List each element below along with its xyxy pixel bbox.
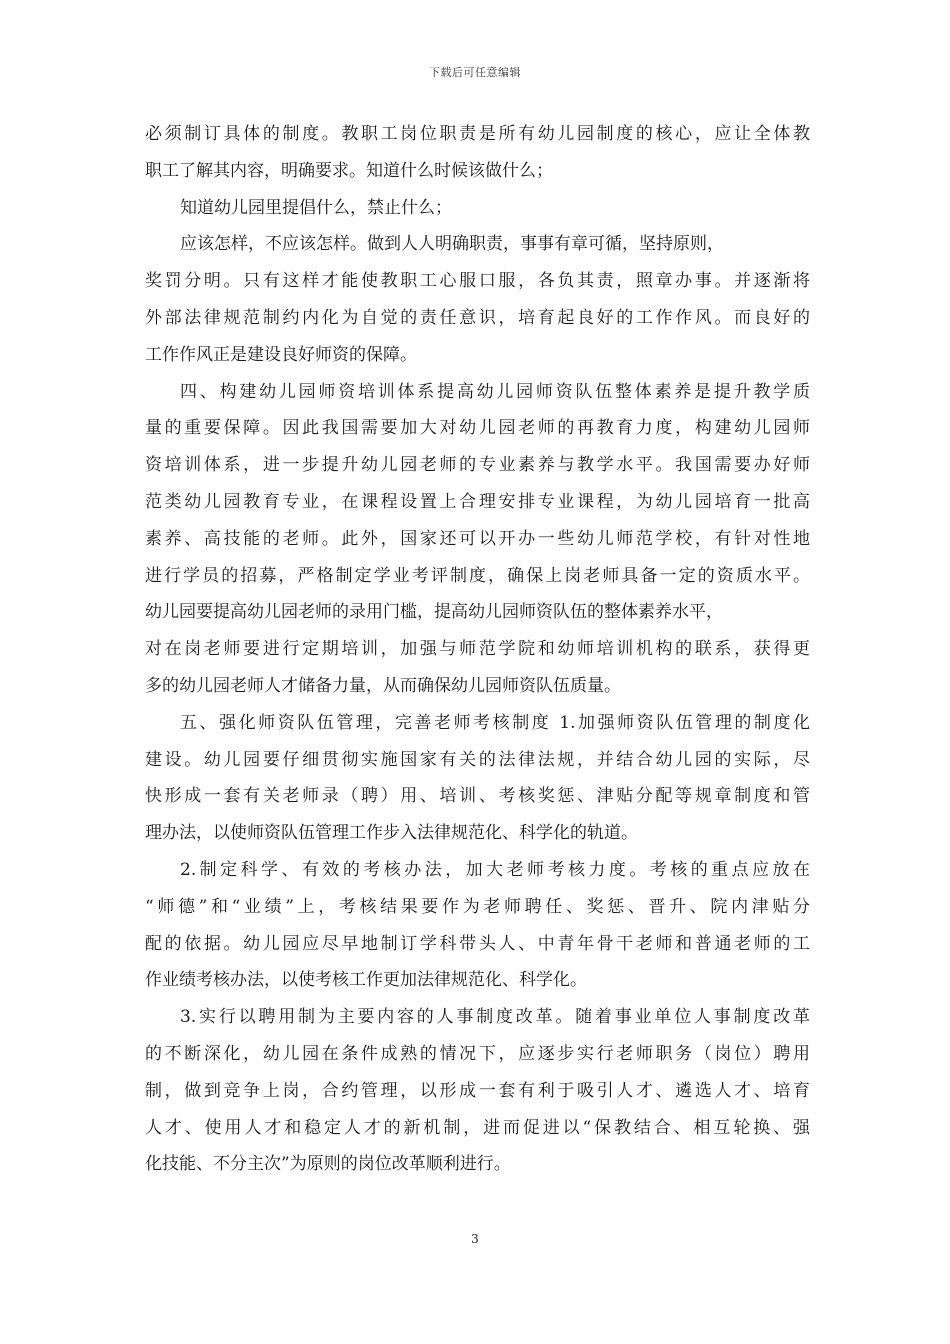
text-line: 的不断深化，幼儿园在条件成熟的情况下，应逐步实行老师职务（岗位）聘用 <box>145 1043 810 1064</box>
text-line: 对在岗老师要进行定期培训，加强与师范学院和幼师培训机构的联系，获得更 <box>145 639 810 660</box>
text-line: 职工了解其内容，明确要求。知道什么时候该做什么； <box>145 160 553 181</box>
text-line: 外部法律规范制约内化为自觉的责任意识，培育起良好的工作作风。而良好的 <box>145 307 810 328</box>
text-line: 应该怎样，不应该怎样。做到人人明确职责，事事有章可循，坚持原则， <box>180 234 724 255</box>
text-line: 化技能、不分主次”为原则的岗位改革顺利进行。 <box>145 1154 511 1175</box>
text-line: 配的依据。幼儿园应尽早地制订学科带头人、中青年骨干老师和普通老师的工 <box>145 933 810 954</box>
text-line: 素养、高技能的老师。此外，国家还可以开办一些幼儿师范学校，有针对性地 <box>145 528 810 549</box>
text-line: 人才、使用人才和稳定人才的新机制，进而促进以“保教结合、相互轮换、强 <box>145 1117 810 1138</box>
text-line: 多的幼儿园老师人才储备力量，从而确保幼儿园师资队伍质量。 <box>145 675 621 696</box>
text-line: 3.实行以聘用制为主要内容的人事制度改革。随着事业单位人事制度改革 <box>180 1007 810 1028</box>
text-line: 资培训体系，进一步提升幼儿园老师的专业素养与教学水平。我国需要办好师 <box>145 455 810 476</box>
text-line: 必须制订具体的制度。教职工岗位职责是所有幼儿园制度的核心，应让全体教 <box>145 124 810 144</box>
document-body <box>145 116 810 1183</box>
text-line: 进行学员的招募，严格制定学业考评制度，确保上岗老师具备一定的资质水平。 <box>145 565 810 586</box>
text-line: 量的重要保障。因此我国需要加大对幼儿园老师的再教育力度，构建幼儿园师 <box>145 418 810 439</box>
text-line: 知道幼儿园里提倡什么，禁止什么； <box>180 197 452 218</box>
page-header: 下载后可任意编辑 <box>429 66 521 79</box>
text-line: 建设。幼儿园要仔细贯彻实施国家有关的法律法规，并结合幼儿园的实际，尽 <box>145 749 810 770</box>
text-line: 幼儿园要提高幼儿园老师的录用门槛，提高幼儿园师资队伍的整体素养水平， <box>145 602 723 623</box>
page-number: 3 <box>471 1232 479 1246</box>
text-line: 作业绩考核办法，以使考核工作更加法律规范化、科学化。 <box>145 970 587 991</box>
text-line: 五、强化师资队伍管理，完善老师考核制度 1.加强师资队伍管理的制度化 <box>180 712 810 733</box>
text-line: 工作作风正是建设良好师资的保障。 <box>145 344 417 365</box>
text-line: 四、构建幼儿园师资培训体系提高幼儿园师资队伍整体素养是提升教学质 <box>180 381 810 402</box>
text-line: 范类幼儿园教育专业，在课程设置上合理安排专业课程，为幼儿园培育一批高 <box>145 491 810 512</box>
text-line: 2.制定科学、有效的考核办法，加大老师考核力度。考核的重点应放在 <box>180 859 810 880</box>
text-line: 制，做到竞争上岗，合约管理，以形成一套有利于吸引人才、遴选人才、培育 <box>145 1080 810 1101</box>
text-line: 奖罚分明。只有这样才能使教职工心服口服，各负其责，照章办事。并逐渐将 <box>145 271 810 292</box>
text-line: “师德”和“业绩”上，考核结果要作为老师聘任、奖惩、晋升、院内津贴分 <box>145 896 810 917</box>
text-line: 理办法，以使师资队伍管理工作步入法律规范化、科学化的轨道。 <box>145 823 638 844</box>
text-line: 快形成一套有关老师录（聘）用、培训、考核奖惩、津贴分配等规章制度和管 <box>145 786 810 807</box>
